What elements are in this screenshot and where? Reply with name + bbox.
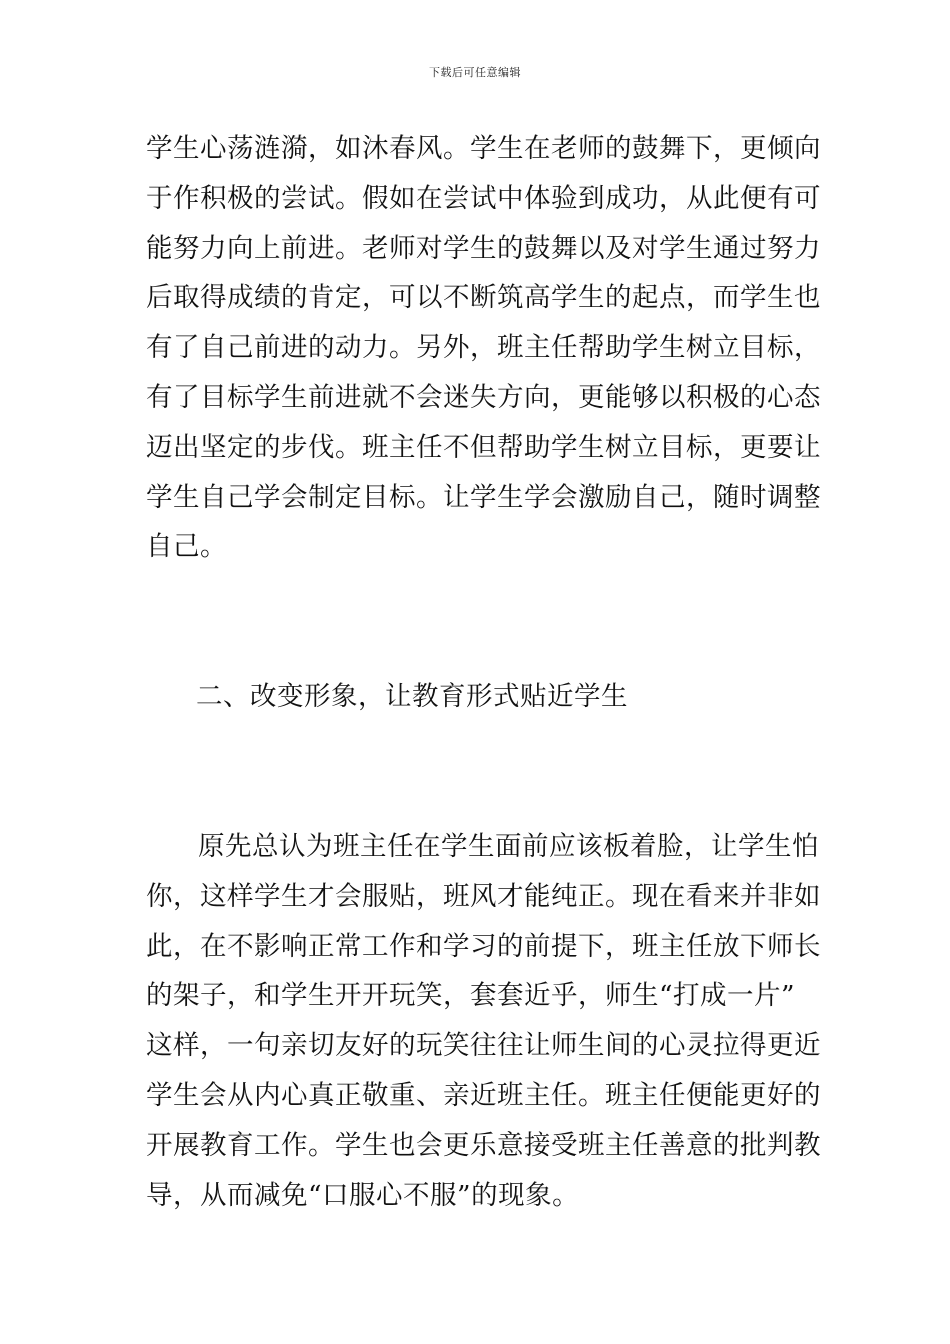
paragraph-2-line: 原先总认为班主任在学生面前应该板着脸，让学生怕	[198, 831, 819, 862]
paragraph-2-line: 的架子，和学生开开玩笑，套套近乎，师生“打成一片”	[146, 980, 796, 1012]
paragraph-1	[146, 124, 821, 572]
paragraph-2-line: 开展教育工作。学生也会更乐意接受班主任善意的批判教	[146, 1129, 821, 1161]
paragraph-1-line: 后取得成绩的肯定，可以不断筑高学生的起点，而学生也	[146, 282, 821, 314]
paragraph-2-line: 你，这样学生才会服贴，班风才能纯正。现在看来并非如	[146, 880, 821, 912]
page-header: 下载后可任意编辑	[429, 66, 521, 79]
paragraph-1-line: 能努力向上前进。老师对学生的鼓舞以及对学生通过努力	[146, 232, 821, 264]
paragraph-2-line: 这样，一句亲切友好的玩笑往往让师生间的心灵拉得更近	[146, 1030, 821, 1062]
section-heading: 二、改变形象，让教育形式贴近学生	[196, 681, 628, 712]
paragraph-2-line: 学生会从内心真正敬重、亲近班主任。班主任便能更好的	[146, 1079, 821, 1111]
paragraph-2	[146, 822, 821, 1220]
paragraph-1-line: 学生心荡涟漪，如沐春风。学生在老师的鼓舞下，更倾向	[146, 133, 821, 164]
paragraph-2-line: 此，在不影响正常工作和学习的前提下，班主任放下师长	[146, 930, 821, 962]
paragraph-1-line: 有了自己前进的动力。另外，班主任帮助学生树立目标，	[146, 332, 821, 364]
paragraph-1-line: 迈出坚定的步伐。班主任不但帮助学生树立目标，更要让	[146, 431, 821, 463]
paragraph-1-line: 于作积极的尝试。假如在尝试中体验到成功，从此便有可	[146, 182, 821, 214]
paragraph-1-line: 有了目标学生前进就不会迷失方向，更能够以积极的心态	[146, 381, 821, 413]
paragraph-1-line: 自己。	[146, 531, 227, 563]
paragraph-2-line: 导，从而减免“口服心不服”的现象。	[146, 1179, 580, 1211]
paragraph-1-line: 学生自己学会制定目标。让学生学会激励自己，随时调整	[146, 481, 821, 513]
